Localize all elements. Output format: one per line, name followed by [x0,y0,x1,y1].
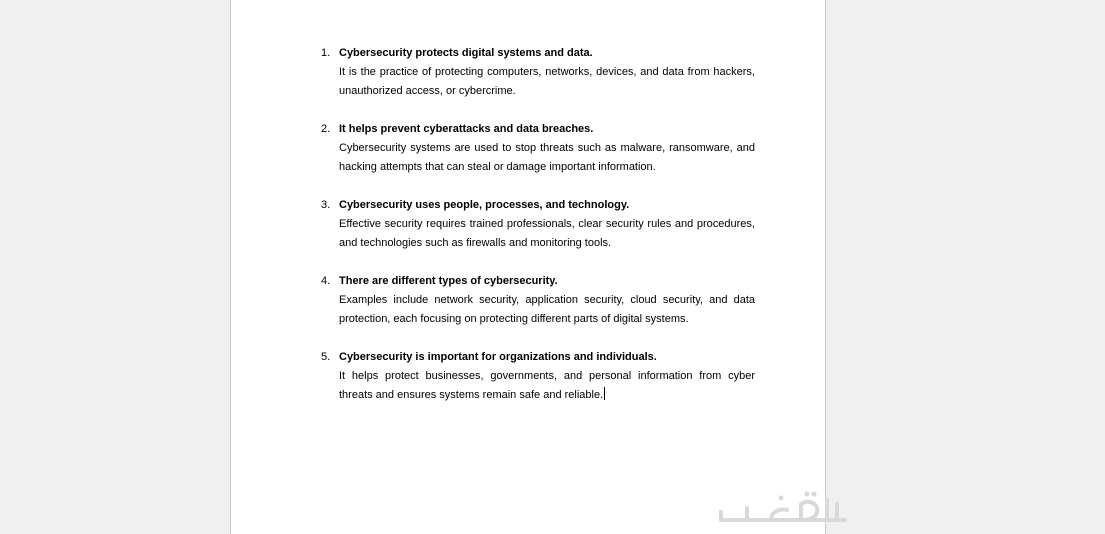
list-item-body: Examples include network security, application security, cloud security, and data protection, each focusing on protecting different parts of digital systems. [339,294,755,325]
list-item[interactable] [231,120,825,177]
list-item[interactable] [231,196,825,253]
list-number: 2. [321,123,331,135]
list-item[interactable] [231,272,825,329]
list-item[interactable] [231,44,825,101]
list-item-body: Effective security requires trained professionals, clear security rules and procedures, and technologies such as firewalls and monitoring tools. [339,218,755,249]
list-item-body: Cybersecurity systems are used to stop threats such as malware, ransomware, and hacking attempts that can steal or damage important information. [339,142,755,173]
list-number: 1. [321,47,331,59]
list-item-heading: Cybersecurity is important for organizations and individuals. [339,351,657,363]
text-cursor [604,387,605,400]
list-item-heading: It helps prevent cyberattacks and data breaches. [339,123,594,135]
list-item[interactable] [231,348,825,405]
watermark-logo [717,486,851,526]
list-item-body-text: It helps protect businesses, governments, and personal information from cyber threats and ensures systems remain safe and reliable. [339,370,755,401]
list-item-heading: Cybersecurity protects digital systems and data. [339,47,593,59]
list-item-body: It is the practice of protecting computers, networks, devices, and data from hackers, unauthorized access, or cybercrime. [339,66,755,97]
document-page[interactable] [230,0,826,534]
list-item-heading: There are different types of cybersecurity. [339,275,558,287]
list-number: 4. [321,275,331,287]
list-number: 5. [321,351,331,363]
numbered-list [231,44,825,424]
list-number: 3. [321,199,331,211]
list-item-body [339,367,755,405]
list-item-heading: Cybersecurity uses people, processes, and technology. [339,199,630,211]
